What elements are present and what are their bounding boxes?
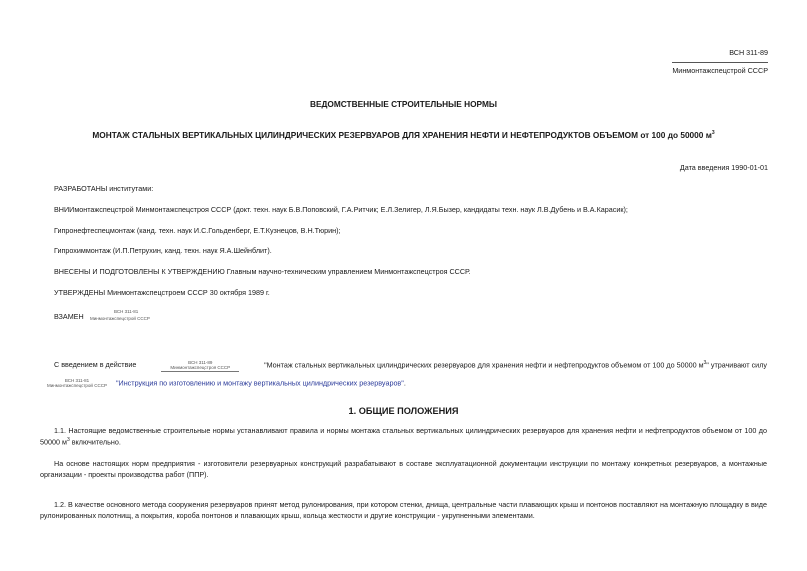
enactment-stamp-1-line1: ВСН 311-89 [188,360,213,365]
paragraph-1-1-superscript: 3 [66,436,70,443]
enactment-stamp-2 [40,378,114,389]
paragraph-basis: На основе настоящих норм предприятия - изготовители резервуарных конструкций разрабатывают в составе эксплуатационной документации инструкции по монтажу конкретных резервуаров, а монтажные организации - проекты производства работ (ППР). [40,459,767,479]
introduced-by: ВНЕСЕНЫ И ПОДГОТОВЛЕНЫ К УТВЕРЖДЕНИЮ Главным научно-техническим управлением Минмонтажспецстроя СССР. [54,267,471,276]
enactment-part2-wrap [264,360,767,372]
enactment-stamp-1-line2: Минмонтажспецстроя СССР [170,365,231,371]
document-code: ВСН 311-89 [729,48,768,57]
enactment-part2: "Монтаж стальных вертикальных цилиндрических резервуаров для хранения нефти и нефтепродуктов объемом от 100 до 50000 м [264,360,704,370]
enactment-stamp-2-line2: Минмонтажспецстрой СССР [47,383,107,389]
approved-by: УТВЕРЖДЕНЫ Минмонтажспецстроем СССР 30 октября 1989 г. [54,288,270,297]
paragraph-1-1 [40,426,767,448]
document-title-text: МОНТАЖ СТАЛЬНЫХ ВЕРТИКАЛЬНЫХ ЦИЛИНДРИЧЕСКИХ РЕЗЕРВУАРОВ ДЛЯ ХРАНЕНИЯ НЕФТИ И НЕФТЕПРОДУКТОВ ОБЪЕМОМ от 100 до 50000 м [92,130,712,140]
enactment-part1: С введением в действие [54,360,137,369]
developer-org-3: Гипрохиммонтаж (И.П.Петрухин, канд. техн. наук Я.А.Шейнблит). [54,246,272,255]
developers-intro: РАЗРАБОТАНЫ институтами: [54,184,154,193]
enactment-superscript: 3 [703,360,707,366]
instruction-link[interactable]: "Инструкция по изготовлению и монтажу вертикальных цилиндрических резервуаров" [116,378,404,388]
paragraph-1-1-end: включительно. [69,437,121,447]
enactment-stamp-2-line1: ВСН 311-81 [64,378,90,383]
replaced-document-stamp [90,309,170,323]
developer-org-2: Гипронефтеспецмонтаж (канд. техн. наук И.С.Гольденберг, Е.Т.Кузнецов, В.Н.Тюрин); [54,226,341,235]
paragraph-1-2: 1.2. В качестве основного метода сооружения резервуаров принят метод рулонирования, при котором стенки, днища, центральные части плавающих крыш и понтонов поставляют на монтажную площадку в виде рулонированных полотнищ, а покрытия, короба понтонов и плавающих крыш, кольца жесткости и другие конструкции - укрупненными элементами. [40,500,767,520]
code-divider [672,62,768,63]
paragraph-1-1-text: 1.1. Настоящие ведомственные строительные нормы устанавливают правила и нормы монтажа стальных вертикальных цилиндрических резервуаров для хранения нефти и нефтепродуктов объемом от 100 до 50000 м [40,426,767,447]
document-title [0,130,807,141]
cubic-superscript: 3 [711,130,715,137]
replaced-stamp-line1: ВСН 311-81 [114,309,139,314]
replaces-label: ВЗАМЕН [54,312,84,321]
section-1-title: 1. ОБЩИЕ ПОЛОЖЕНИЯ [348,406,459,416]
enactment-line-2 [40,378,406,389]
effective-date: Дата введения 1990-01-01 [679,163,768,172]
enactment-end: . [403,378,406,388]
developer-org-1: ВНИИмонтажспецстрой Минмонтажспецстроя СССР (докт. техн. наук Б.В.Поповский, Г.А.Ритчик; Е.Л.Зелигер, Л.Я.Бызер, кандидаты техн. наук Л.В.Дубень и В.А.Карасик); [54,205,628,214]
enactment-part3: " утрачивают силу [706,360,767,370]
enactment-stamp-1 [161,360,239,372]
issuing-ministry: Минмонтажспецстрой СССР [672,66,768,75]
replaced-stamp-line2: Минмонтажспецстрой СССР [90,315,150,321]
document-type-heading: ВЕДОМСТВЕННЫЕ СТРОИТЕЛЬНЫЕ НОРМЫ [309,99,498,109]
enactment-line [54,360,767,372]
